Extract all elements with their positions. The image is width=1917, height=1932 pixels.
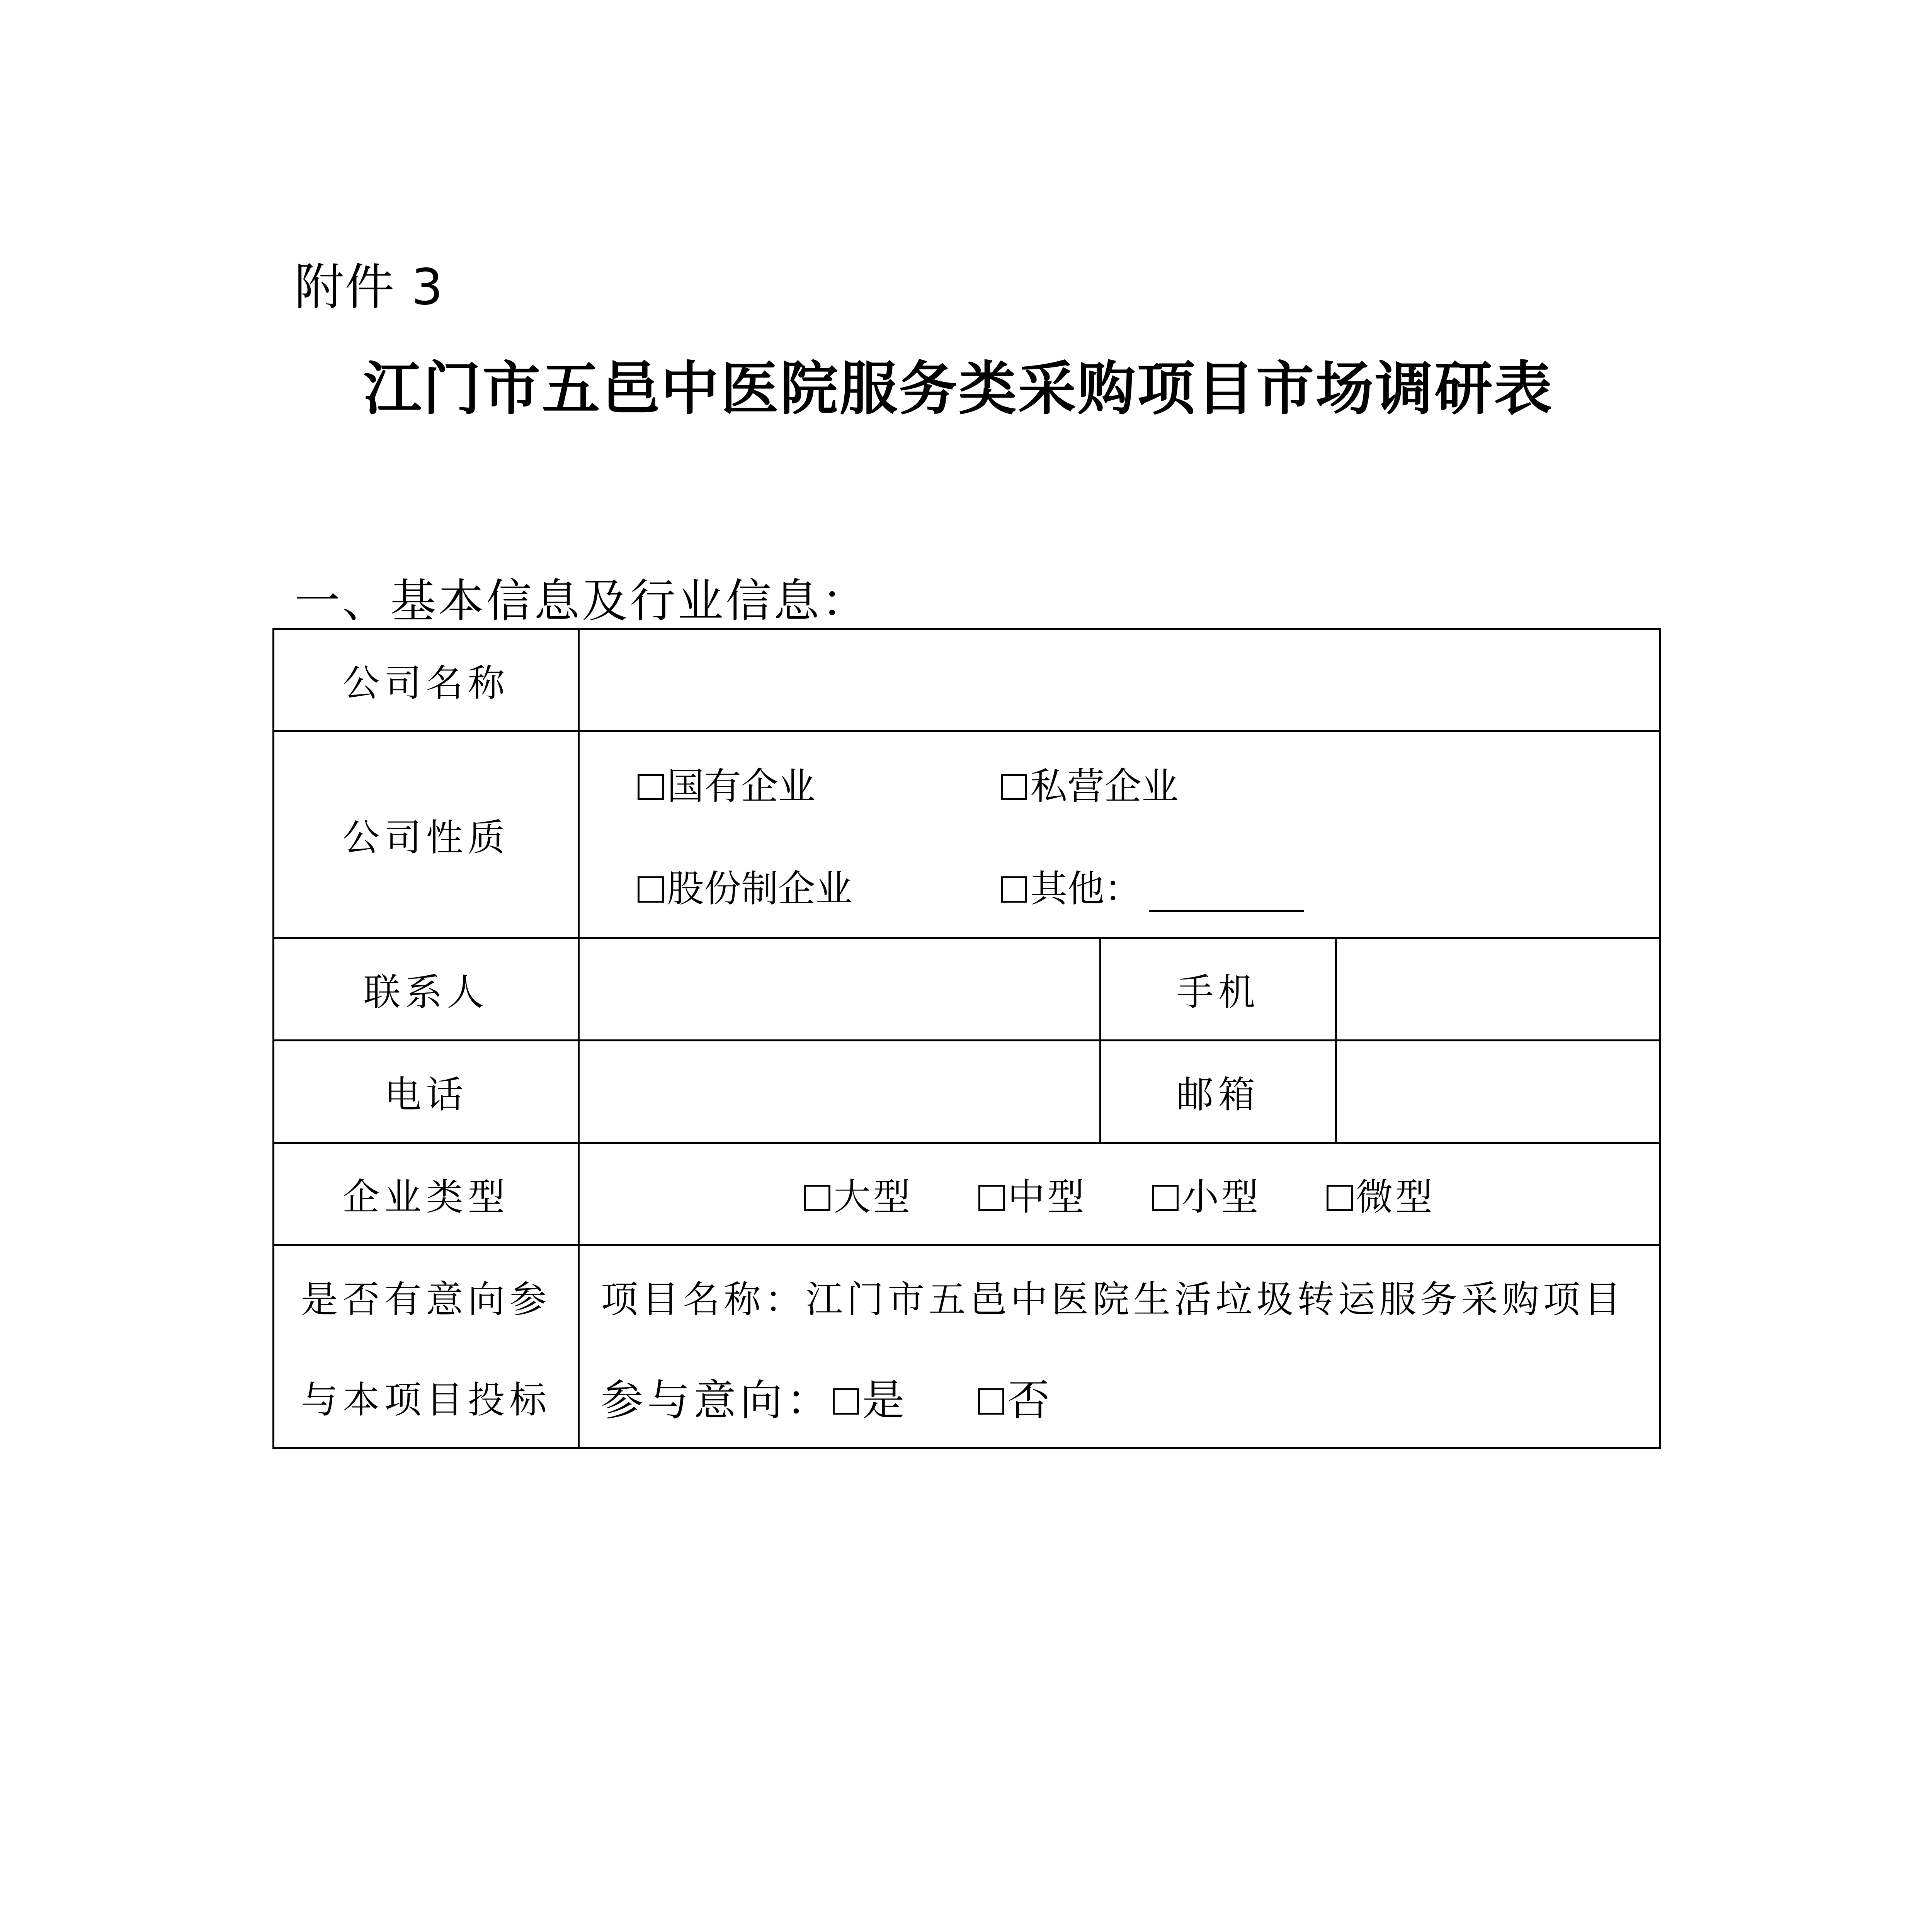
participation-line: [580, 1347, 1659, 1447]
option-large-label: 大型: [833, 1175, 913, 1219]
mobile-field[interactable]: [1336, 938, 1660, 1041]
document-title: 江门市五邑中医院服务类采购项目市场调研表: [363, 355, 1554, 423]
option-yes-label: 是: [862, 1376, 908, 1425]
option-other[interactable]: [1001, 859, 1304, 912]
row-company-name: [274, 629, 1660, 731]
checkbox-icon[interactable]: [1001, 876, 1027, 903]
survey-form-table: [272, 628, 1661, 1449]
contact-field[interactable]: [579, 938, 1101, 1041]
other-blank-line[interactable]: [1149, 879, 1304, 912]
company-nature-options: [579, 731, 1660, 938]
option-private-label: 私营企业: [1030, 765, 1179, 808]
checkbox-icon[interactable]: [638, 774, 664, 800]
checkbox-icon[interactable]: [1001, 774, 1027, 800]
checkbox-icon[interactable]: [638, 876, 664, 903]
option-medium-label: 中型: [1007, 1175, 1087, 1219]
enterprise-type-label: 企业类型: [274, 1143, 579, 1245]
bid-intent-content: [579, 1245, 1660, 1448]
checkbox-icon[interactable]: [978, 1388, 1004, 1415]
checkbox-icon[interactable]: [804, 1185, 830, 1211]
checkbox-icon[interactable]: [1327, 1185, 1353, 1211]
bid-intent-label-line1: 是否有意向参: [301, 1277, 551, 1321]
bid-intent-label-line2: 与本项目投标: [301, 1378, 551, 1422]
option-joint-stock-label: 股份制企业: [667, 867, 852, 910]
participation-label: 参与意向：: [601, 1376, 833, 1425]
project-name-line: 项目名称：江门市五邑中医院生活垃圾转运服务采购项目: [601, 1277, 1625, 1321]
option-no-label: 否: [1007, 1376, 1054, 1425]
option-medium[interactable]: [978, 1175, 1087, 1219]
option-large[interactable]: [804, 1175, 912, 1219]
mobile-label: 手机: [1101, 938, 1336, 1041]
option-micro[interactable]: [1327, 1175, 1435, 1219]
checkbox-icon[interactable]: [833, 1388, 859, 1415]
row-enterprise-type: [274, 1143, 1660, 1245]
checkbox-icon[interactable]: [1152, 1185, 1179, 1211]
company-name-field[interactable]: [579, 629, 1660, 731]
row-phone: [274, 1041, 1660, 1143]
option-small[interactable]: [1152, 1175, 1260, 1219]
section-heading: 一、基本信息及行业信息：: [294, 574, 870, 628]
company-name-label: 公司名称: [274, 629, 579, 731]
phone-label: 电话: [274, 1041, 579, 1143]
option-small-label: 小型: [1182, 1175, 1261, 1219]
contact-label: 联系人: [274, 938, 579, 1041]
option-private[interactable]: [1001, 757, 1179, 810]
checkbox-icon[interactable]: [978, 1185, 1005, 1211]
phone-field[interactable]: [579, 1041, 1101, 1143]
option-micro-label: 微型: [1356, 1175, 1435, 1219]
option-joint-stock[interactable]: [638, 859, 1001, 912]
row-bid-intent: [274, 1245, 1660, 1448]
attachment-label: 附件 3: [294, 259, 444, 316]
option-yes[interactable]: [833, 1366, 908, 1427]
bid-intent-label: [274, 1245, 579, 1448]
option-other-label: 其他：: [1030, 867, 1141, 910]
option-state-owned[interactable]: [638, 757, 1001, 810]
company-nature-label: 公司性质: [274, 731, 579, 938]
enterprise-type-options: [579, 1143, 1660, 1245]
email-label: 邮箱: [1101, 1041, 1336, 1143]
email-field[interactable]: [1336, 1041, 1660, 1143]
option-no[interactable]: [978, 1366, 1054, 1427]
option-state-owned-label: 国有企业: [667, 765, 815, 808]
row-company-nature: [274, 731, 1660, 938]
row-contact: [274, 938, 1660, 1041]
